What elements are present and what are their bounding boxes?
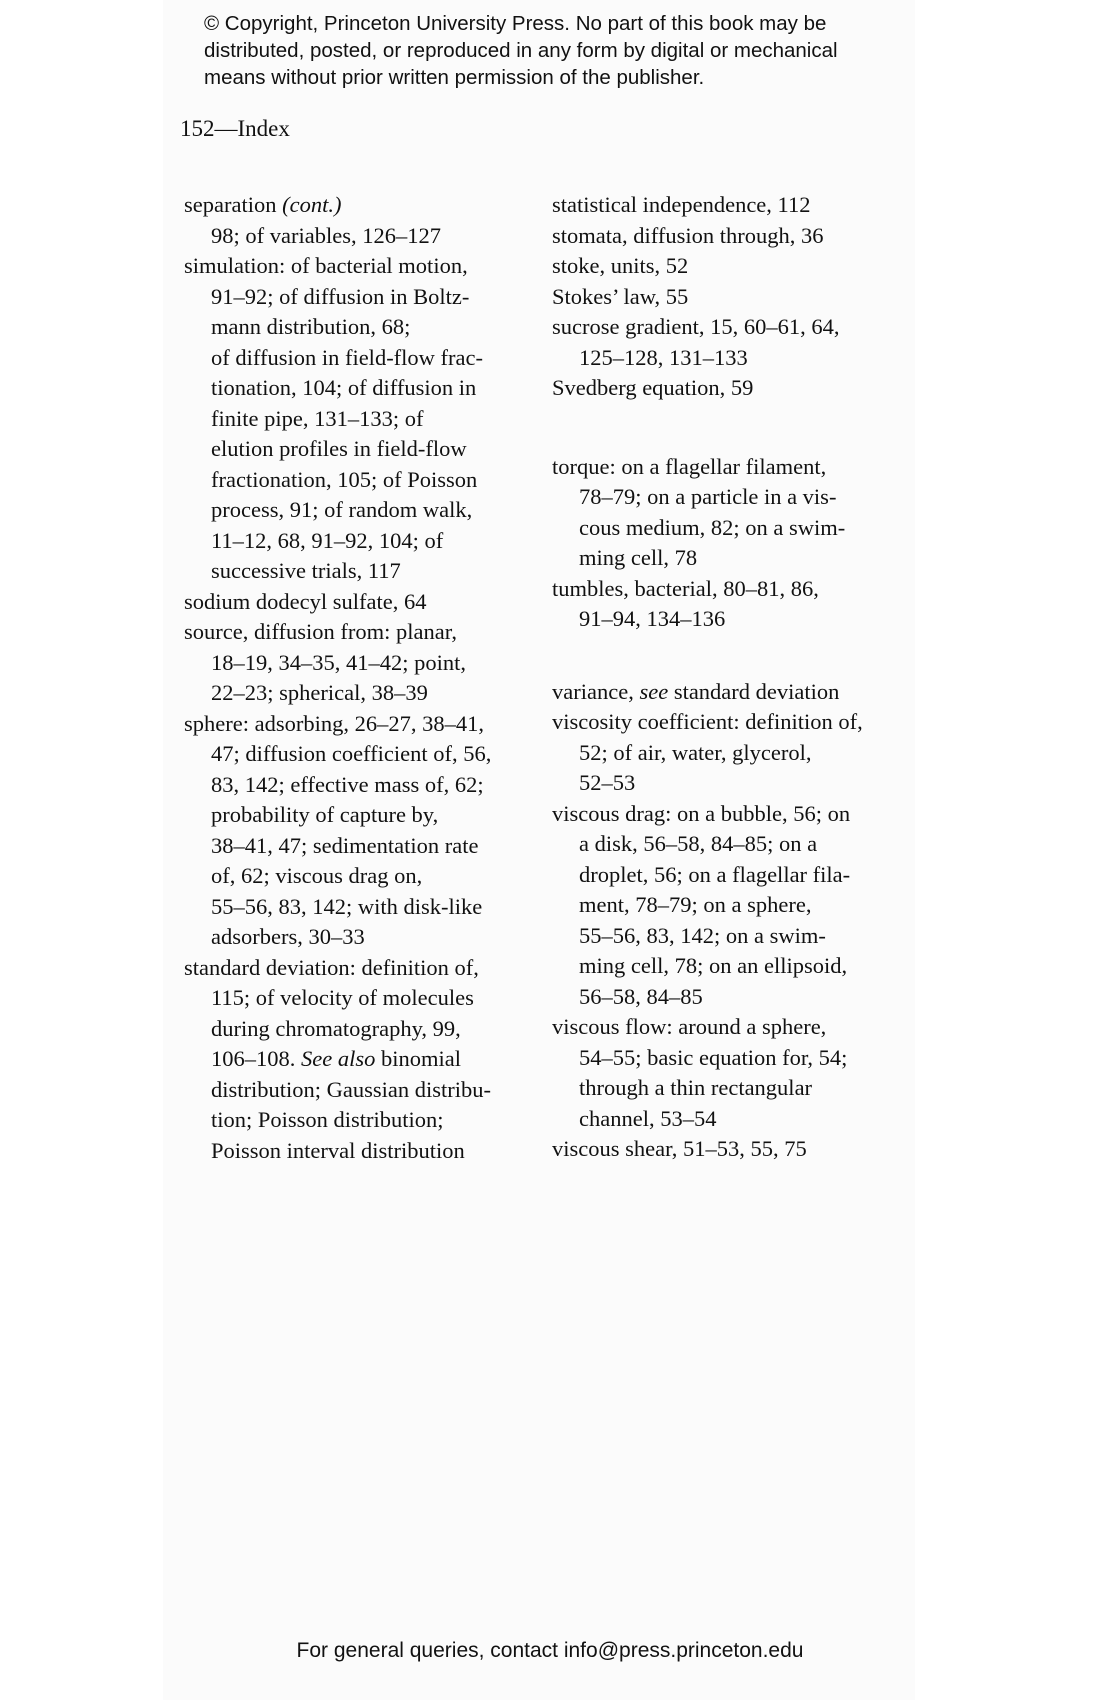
index-entry-standard-deviation <box>184 953 544 1167</box>
index-entry-line: 55–56, 83, 142; on a swim- <box>579 922 826 948</box>
copyright-notice <box>204 10 924 91</box>
index-entry-line: stoke, units, 52 <box>552 253 689 278</box>
index-entry-line: tionation, 104; of diffusion in <box>211 375 477 400</box>
index-entry-source <box>184 617 544 709</box>
index-entry-line: ment, 78–79; on a sphere, <box>579 892 812 917</box>
index-entry-line: adsorbers, 30–33 <box>211 924 365 949</box>
copyright-line: means without prior written permission of the publisher. <box>204 66 705 89</box>
index-entry-line: 83, 142; effective mass of, 62; <box>211 771 484 797</box>
index-entry-line: stomata, diffusion through, 36 <box>552 222 824 248</box>
index-entry-line: 52–53 <box>579 770 636 795</box>
index-entry-line: through a thin rectangular <box>579 1075 813 1100</box>
index-entry-line: 18–19, 34–35, 41–42; point, <box>211 649 467 675</box>
index-entry-line: Stokes’ law, 55 <box>552 283 689 309</box>
index-entry-line: simulation: of bacterial motion, <box>184 253 468 278</box>
index-entry-line: of diffusion in field-flow frac- <box>211 344 483 370</box>
index-entry-line: successive trials, 117 <box>211 558 401 583</box>
index-entry-stomata <box>552 221 932 252</box>
index-entry-line: 38–41, 47; sedimentation rate <box>211 832 479 858</box>
index-entry-variance <box>552 677 932 708</box>
index-entry-line: 91–92; of diffusion in Boltz- <box>211 283 470 309</box>
index-entry-line: viscous shear, 51–53, 55, 75 <box>552 1136 807 1161</box>
index-entry-line: 125–128, 131–133 <box>579 344 748 370</box>
index-entry-line: of, 62; viscous drag on, <box>211 863 423 888</box>
index-entry-line: probability of capture by, <box>211 802 439 827</box>
index-entry-line: 55–56, 83, 142; with disk-like <box>211 893 483 919</box>
index-entry-line: during chromatography, 99, <box>211 1015 461 1041</box>
index-entry-line: 22–23; spherical, 38–39 <box>211 680 428 705</box>
index-entry-line: 91–94, 134–136 <box>579 606 726 631</box>
index-entry-line: sphere: adsorbing, 26–27, 38–41, <box>184 710 484 736</box>
letter-group-divider <box>552 635 932 677</box>
index-entry-torque <box>552 452 932 574</box>
entry-locator: 106–108. <box>211 1046 301 1071</box>
letter-group-divider <box>552 404 932 452</box>
index-entry-line: 54–55; basic equation for, 54; <box>579 1044 848 1070</box>
index-entry-line: mann distribution, 68; <box>211 314 411 339</box>
index-entry-stokes-law <box>552 282 932 313</box>
footer-contact: For general queries, contact info@press.princeton.edu <box>296 1639 804 1662</box>
index-entry-line: standard deviation: definition of, <box>184 954 479 980</box>
continued-marker: (cont.) <box>282 192 342 217</box>
cross-reference-marker: See also <box>301 1046 376 1071</box>
index-entry-separation <box>184 190 544 251</box>
entry-term: separation <box>184 192 283 217</box>
index-entry-line: ming cell, 78; on an ellipsoid, <box>579 953 848 978</box>
index-entry-line: viscous flow: around a sphere, <box>552 1014 827 1039</box>
index-entry-line: sucrose gradient, 15, 60–61, 64, <box>552 314 840 339</box>
index-entry-line: torque: on a flagellar filament, <box>552 453 827 479</box>
index-entry-line: viscous drag: on a bubble, 56; on <box>552 800 851 826</box>
copyright-line: distributed, posted, or reproduced in any form by digital or mechanical <box>204 39 838 62</box>
index-entry-line: 56–58, 84–85 <box>579 983 703 1009</box>
index-entry-line: distribution; Gaussian distribu- <box>211 1076 491 1102</box>
index-entry-line: cous medium, 82; on a swim- <box>579 514 846 540</box>
index-entry-viscous-shear <box>552 1134 932 1165</box>
index-entry-line: viscosity coefficient: definition of, <box>552 709 863 734</box>
index-entry-sphere <box>184 709 544 953</box>
index-entry-viscous-flow <box>552 1012 932 1134</box>
index-entry-line: 47; diffusion coefficient of, 56, <box>211 741 492 766</box>
index-entry-line <box>552 677 932 708</box>
index-entry-svedberg-equation <box>552 373 932 404</box>
index-entry-line: droplet, 56; on a flagellar fila- <box>579 861 851 887</box>
index-entry-line: 98; of variables, 126–127 <box>211 222 441 248</box>
index-entry-line <box>184 190 544 221</box>
index-entry-line: Poisson interval distribution <box>211 1137 465 1163</box>
index-entry-line: process, 91; of random walk, <box>211 497 473 522</box>
index-entry-stoke <box>552 251 932 282</box>
index-entry-line: finite pipe, 131–133; of <box>211 405 424 431</box>
index-entry-line: 78–79; on a particle in a vis- <box>579 484 837 509</box>
index-entry-line: statistical independence, 112 <box>552 192 811 217</box>
index-entry-line: ming cell, 78 <box>579 545 698 570</box>
index-entry-line: 52; of air, water, glycerol, <box>579 739 812 765</box>
index-entry-line: 115; of velocity of molecules <box>211 985 474 1010</box>
index-entry-line <box>184 1044 544 1075</box>
cross-reference-marker: see <box>639 678 669 704</box>
index-column-left <box>184 190 544 1166</box>
cross-reference-text: binomial <box>375 1046 461 1071</box>
index-entry-statistical-independence <box>552 190 932 221</box>
index-entry-line: tion; Poisson distribution; <box>211 1107 444 1132</box>
index-entry-line: tumbles, bacterial, 80–81, 86, <box>552 575 819 601</box>
copyright-line: © Copyright, Princeton University Press. No part of this book may be <box>204 12 827 35</box>
index-entry-sucrose-gradient <box>552 312 932 373</box>
index-entry-viscosity-coefficient <box>552 707 932 799</box>
index-entry-sodium-dodecyl-sulfate <box>184 587 544 618</box>
index-entry-line: elution profiles in field-flow <box>211 436 467 461</box>
index-entry-line: a disk, 56–58, 84–85; on a <box>579 831 818 856</box>
index-entry-line: Svedberg equation, 59 <box>552 375 754 400</box>
index-entry-line: fractionation, 105; of Poisson <box>211 466 478 492</box>
index-entry-line: channel, 53–54 <box>579 1105 717 1131</box>
index-entry-line: 11–12, 68, 91–92, 104; of <box>211 527 444 553</box>
index-entry-line: sodium dodecyl sulfate, 64 <box>184 588 427 614</box>
entry-term: variance, <box>552 678 640 704</box>
index-entry-tumbles <box>552 574 932 635</box>
index-entry-simulation <box>184 251 544 587</box>
index-column-right <box>552 190 932 1165</box>
running-head: 152—Index <box>180 116 290 141</box>
index-entry-viscous-drag <box>552 799 932 1013</box>
index-entry-line: source, diffusion from: planar, <box>184 619 457 644</box>
cross-reference-text: standard deviation <box>668 678 840 704</box>
